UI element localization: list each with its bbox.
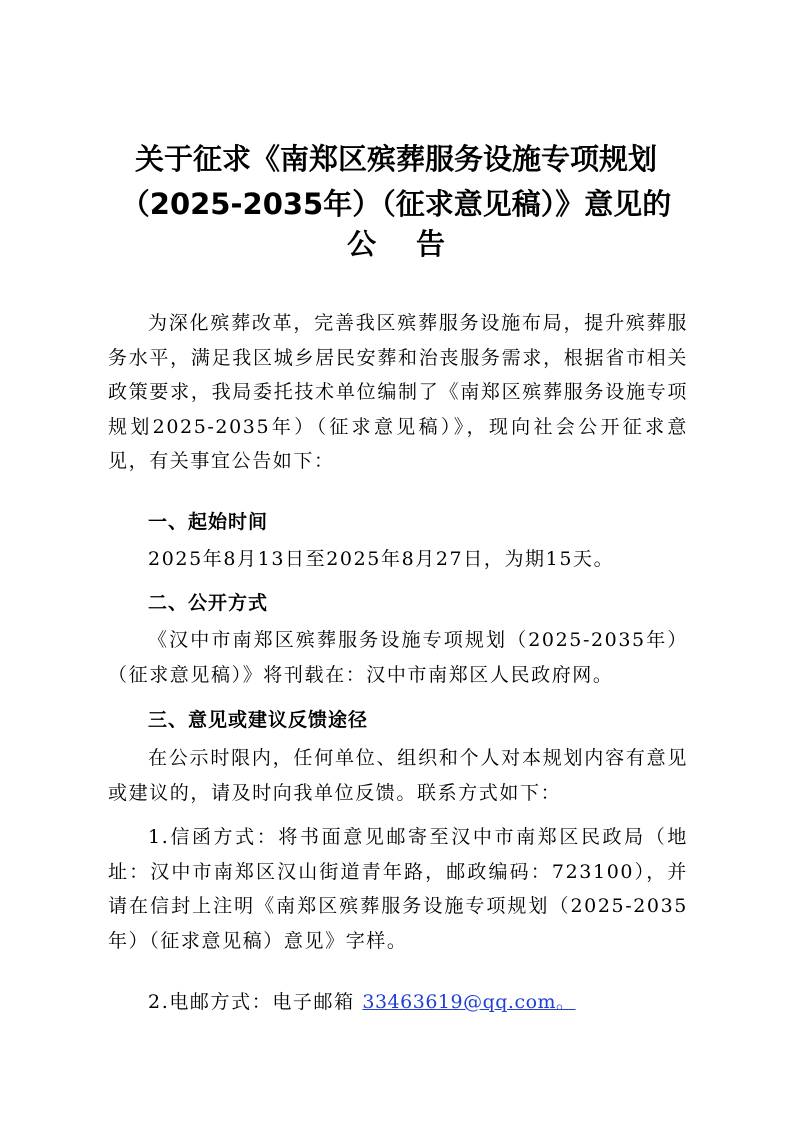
title-line-2: （2025-2035年）（征求意见稿）》意见的 xyxy=(120,187,672,221)
title-line-3: 公告 xyxy=(346,227,485,261)
email-link[interactable]: 33463619@qq.com。 xyxy=(362,991,576,1013)
intro-paragraph: 为深化殡葬改革，完善我区殡葬服务设施布局，提升殡葬服务水平，满足我区城乡居民安葬和治丧服务需求，根据省市相关政策要求，我局委托技术单位编制了《南郑区殡葬服务设施专项规划2025-2035年）（征求意见稿）》，现向社会公开征求意见，有关事宜公告如下： xyxy=(108,312,688,472)
section-2-text: 《汉中市南郑区殡葬服务设施专项规划（2025-2035年）（征求意见稿）》将刊载在：汉中市南郑区人民政府网。 xyxy=(108,629,688,686)
section-1-heading: 一、起始时间 xyxy=(148,511,269,533)
section-3-item-2 xyxy=(148,985,576,1019)
email-label: 2.电邮方式：电子邮箱 xyxy=(148,991,355,1013)
section-3-item-1: 1.信函方式：将书面意见邮寄至汉中市南郑区民政局（地址：汉中市南郑区汉山街道青年路，邮政编码：723100），并请在信封上注明《南郑区殡葬服务设施专项规划（2025-2035年）（征求意见稿）意见》字样。 xyxy=(108,826,688,952)
section-1-text: 2025年8月13日至2025年8月27日，为期15天。 xyxy=(148,548,615,570)
section-3-text: 在公示时限内，任何单位、组织和个人对本规划内容有意见或建议的，请及时向我单位反馈。联系方式如下： xyxy=(108,747,688,804)
section-3-heading: 三、意见或建议反馈途径 xyxy=(148,709,369,731)
section-2-heading: 二、公开方式 xyxy=(148,592,269,614)
title-line-1: 关于征求《南郑区殡葬服务设施专项规划 xyxy=(134,142,657,176)
